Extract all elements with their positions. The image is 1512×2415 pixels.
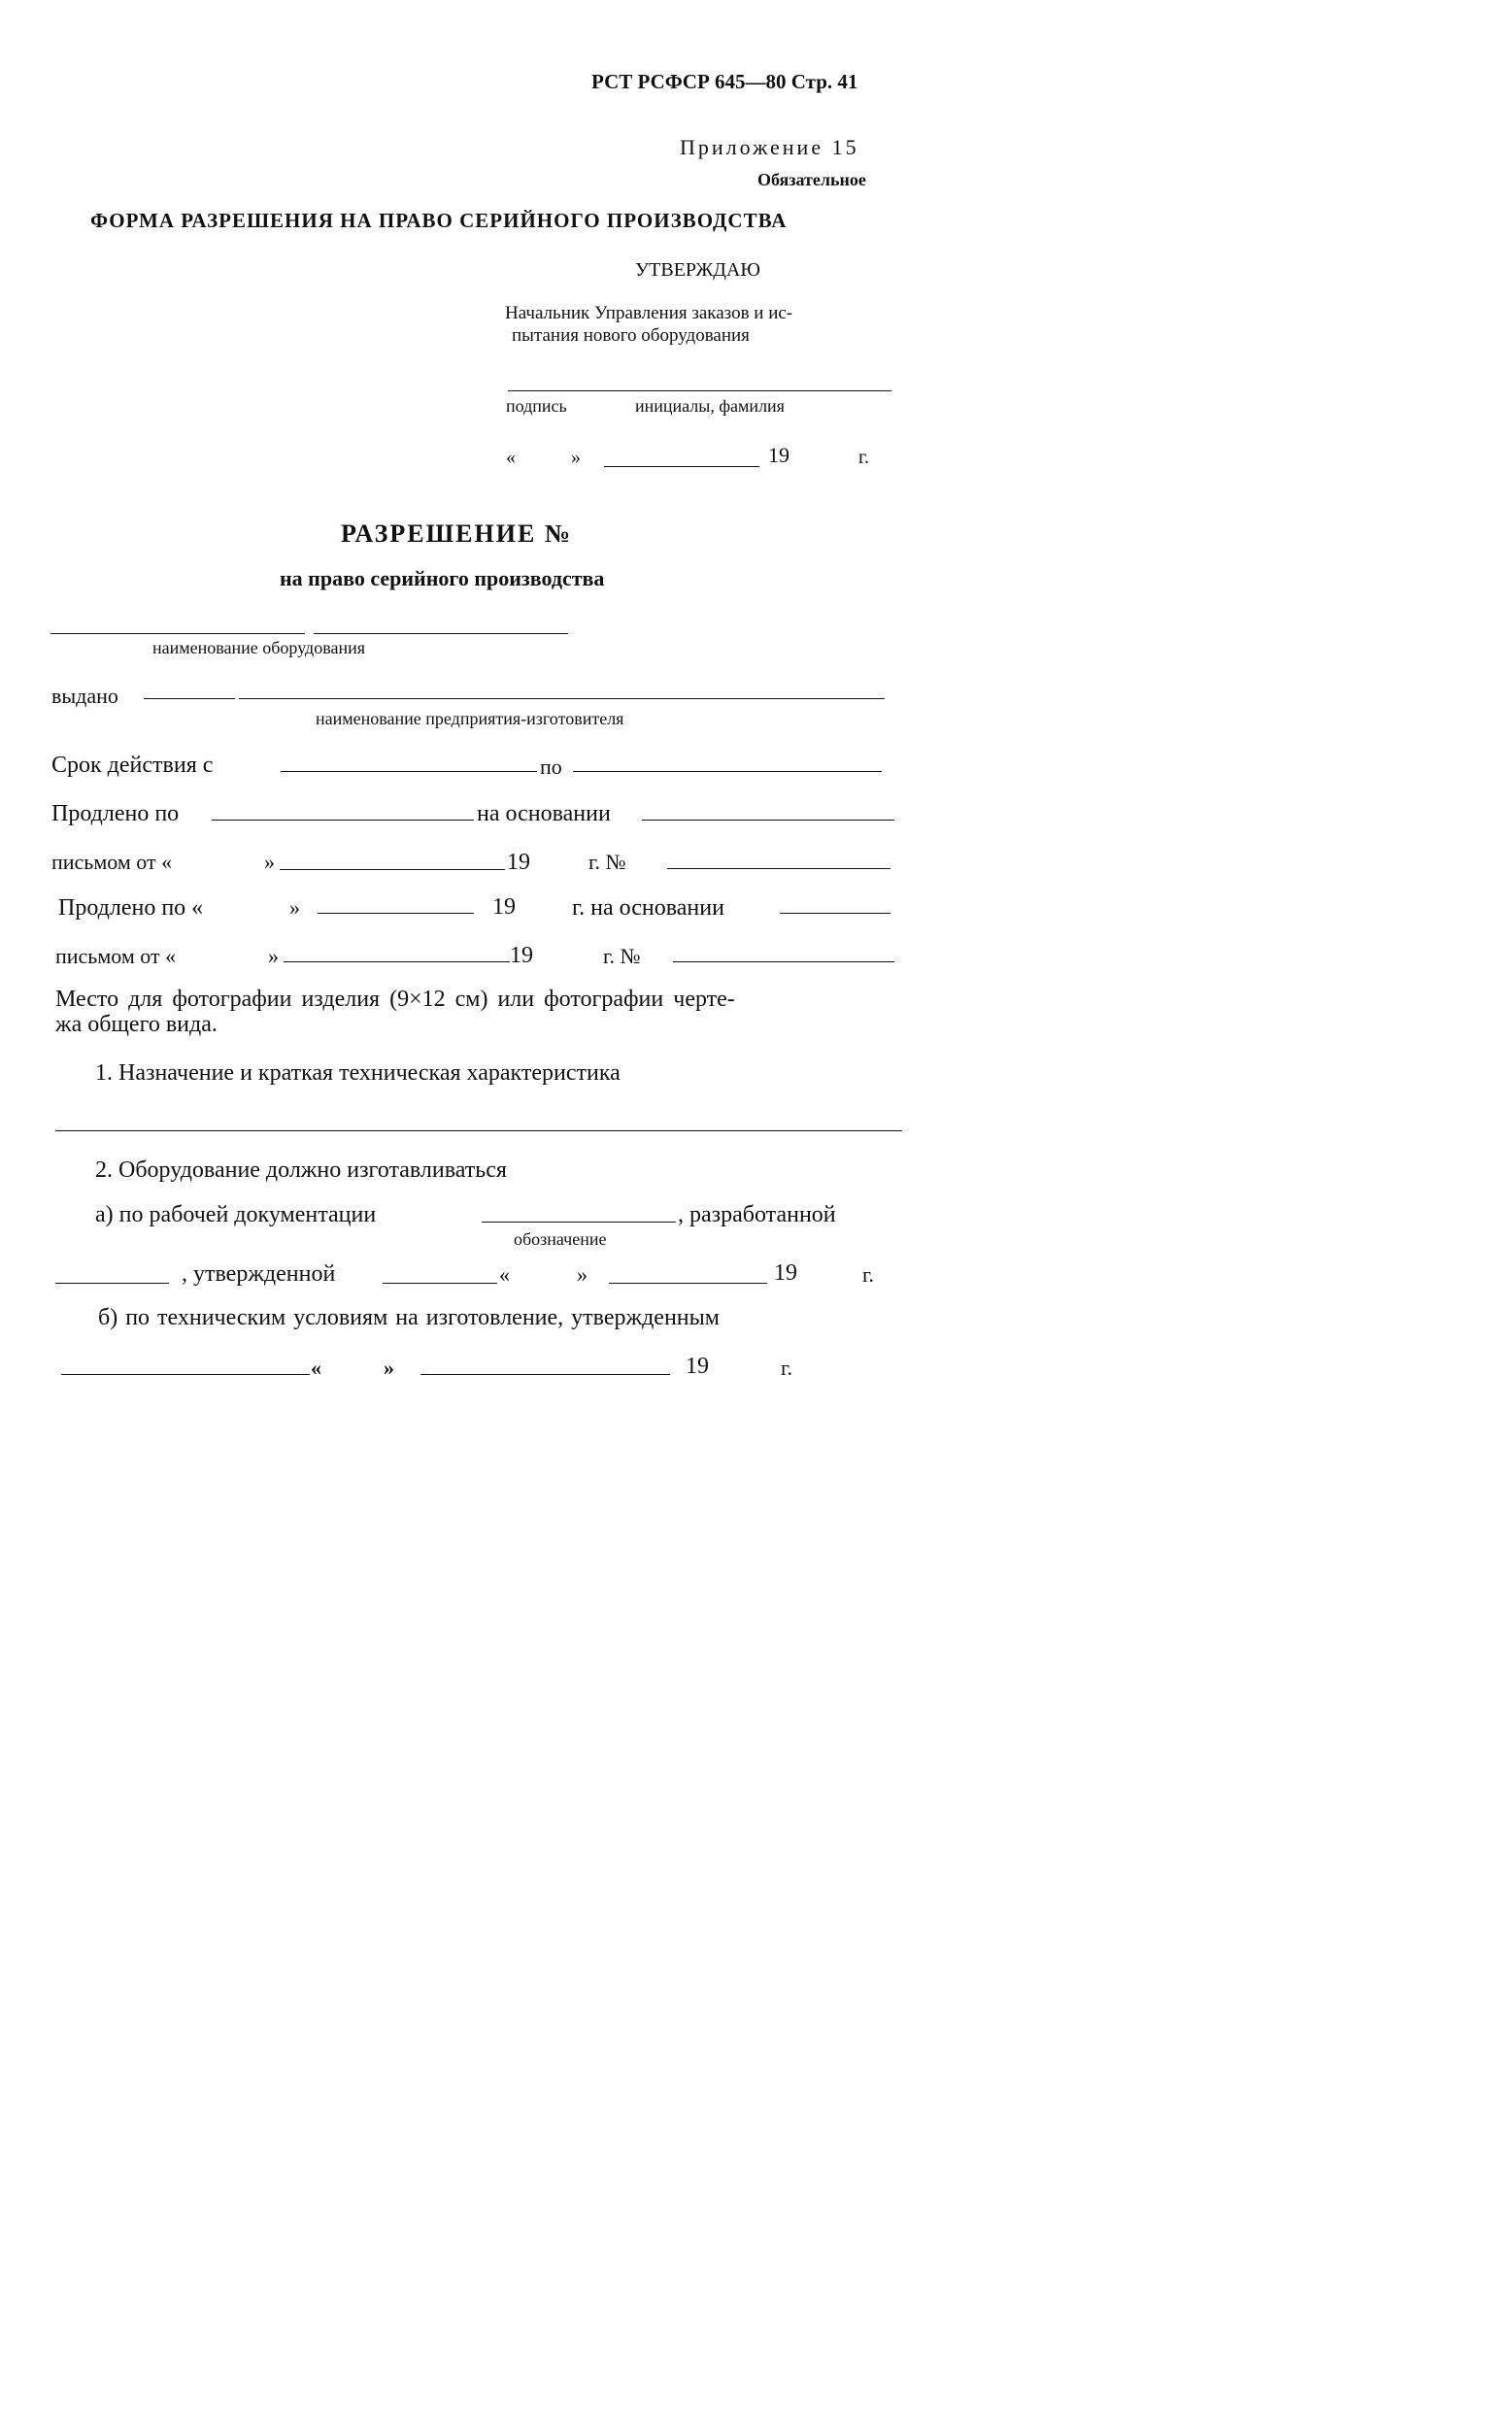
extended2-basis-line — [780, 913, 890, 914]
section2b-text: б) по техническим условиям на изготовление, утвержденным — [98, 1305, 720, 1330]
approval-date-quote-open: « — [506, 447, 516, 468]
approval-date-year-suffix: г. — [858, 447, 869, 468]
extended2-year: 19 — [492, 894, 516, 920]
letter1-quote-close: » — [264, 850, 275, 874]
extended1-basis-label: на основании — [477, 801, 611, 826]
document-reference: РСТ РСФСР 645—80 Стр. 41 — [591, 70, 858, 93]
extended2-quote-close: » — [289, 895, 300, 920]
section2a-year-suffix: г. — [862, 1262, 875, 1287]
section2a-approver-line — [383, 1283, 497, 1284]
letter1-year: 19 — [507, 850, 530, 875]
approver-position-line1: Начальник Управления заказов и ис- — [505, 303, 793, 323]
section2a-approved: , утвержденной — [182, 1261, 336, 1287]
signature-caption: подпись — [506, 396, 567, 416]
validity-to-label: по — [540, 755, 562, 779]
approver-position-line2: пытания нового оборудования — [512, 325, 750, 346]
letter2-year: 19 — [510, 943, 533, 968]
validity-from-line — [281, 771, 537, 772]
section1-fill-line — [55, 1130, 902, 1131]
letter1-label: письмом от « — [51, 850, 173, 874]
issued-label: выдано — [51, 684, 118, 708]
extended2-label: Продлено по « — [58, 895, 204, 921]
equipment-line-left — [50, 633, 305, 634]
letter2-label: письмом от « — [55, 944, 177, 968]
letter1-number-label: г. № — [588, 850, 626, 874]
approve-label: УТВЕРЖДАЮ — [635, 259, 760, 281]
permit-title: РАЗРЕШЕНИЕ № — [341, 520, 572, 548]
section2b-approver-line — [61, 1374, 310, 1375]
section2a-date-line — [609, 1283, 767, 1284]
section1-heading: 1. Назначение и краткая техническая характеристика — [95, 1060, 621, 1086]
extended1-label: Продлено по — [51, 801, 180, 826]
section2b-quote-close: » — [384, 1356, 394, 1380]
issued-line-left — [144, 698, 235, 699]
signature-line — [508, 390, 891, 391]
section2b-quote-open: « — [311, 1356, 321, 1380]
section2a-quote-open: « — [499, 1262, 510, 1287]
section2-heading: 2. Оборудование должно изготавливаться — [95, 1157, 507, 1183]
appendix-label: Приложение 15 — [680, 135, 859, 159]
letter1-number-line — [667, 868, 890, 869]
letter2-date-line — [284, 961, 510, 962]
extended1-line — [212, 820, 474, 821]
extended2-date-line — [318, 913, 474, 914]
section2a-quote-close: » — [577, 1262, 588, 1287]
section2a-designation-caption: обозначение — [514, 1229, 607, 1249]
letter1-date-line — [280, 869, 505, 870]
section2a-year: 19 — [774, 1260, 797, 1286]
validity-to-line — [573, 771, 882, 772]
equipment-caption: наименование оборудования — [152, 638, 366, 657]
photo-place-line2: жа общего вида. — [55, 1012, 218, 1037]
form-title: ФОРМА РАЗРЕШЕНИЯ НА ПРАВО СЕРИЙНОГО ПРОИЗВОДСТВА — [90, 209, 788, 232]
letter2-number-label: г. № — [603, 944, 641, 968]
section2a-developer-line — [55, 1283, 169, 1284]
name-caption: инициалы, фамилия — [635, 396, 785, 416]
extended1-basis-line — [642, 820, 894, 821]
permit-subtitle: на право серийного производства — [280, 566, 605, 590]
issued-line-right — [239, 698, 885, 699]
letter2-quote-close: » — [268, 944, 279, 968]
section2b-year-suffix: г. — [781, 1356, 793, 1380]
approval-date-month-line — [604, 466, 759, 467]
manufacturer-caption: наименование предприятия-изготовителя — [316, 709, 624, 728]
photo-place-line1: Место для фотографии изделия (9×12 см) или фотографии черте- — [55, 987, 735, 1012]
section2b-year: 19 — [686, 1354, 709, 1379]
approval-date-quote-close: » — [571, 447, 581, 468]
document-page — [0, 0, 962, 1533]
equipment-line-right — [314, 633, 568, 634]
extended2-basis-label: г. на основании — [572, 895, 724, 921]
section2a-designation-line — [482, 1222, 676, 1223]
section2a-text: а) по рабочей документации — [95, 1202, 377, 1227]
letter2-number-line — [673, 961, 894, 962]
section2a-developed: , разработанной — [678, 1202, 836, 1227]
approval-date-year: 19 — [768, 443, 790, 467]
section2b-date-line — [420, 1374, 670, 1375]
validity-label: Срок действия с — [51, 753, 214, 778]
appendix-status: Обязательное — [757, 170, 866, 189]
